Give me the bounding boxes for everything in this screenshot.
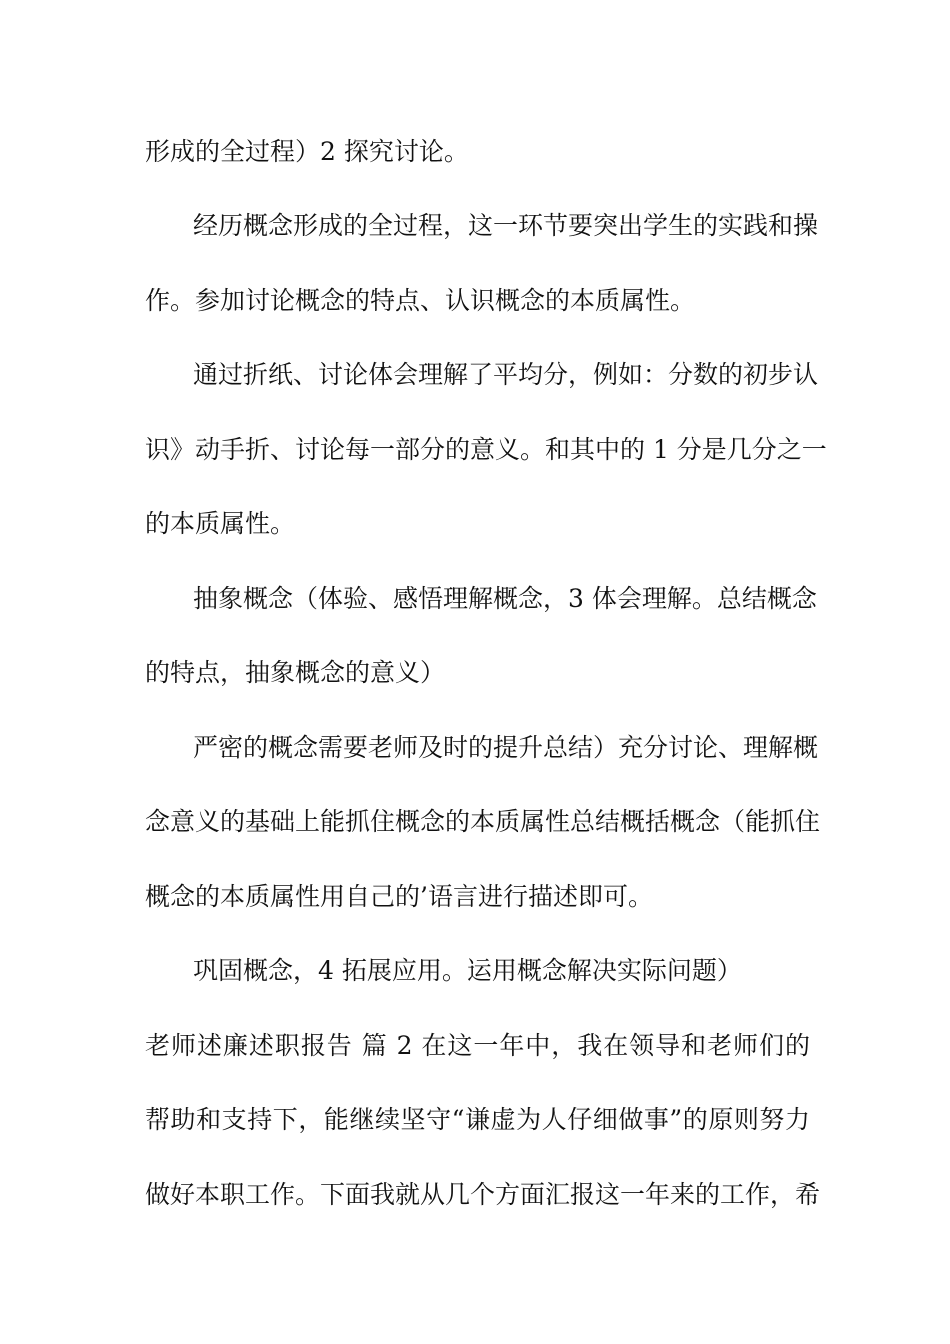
text-line-10: 念意义的基础上能抓住概念的本质属性总结概括概念（能抓住 bbox=[145, 807, 821, 836]
text-line-15: 做好本职工作。下面我就从几个方面汇报这一年来的工作，希 bbox=[145, 1180, 821, 1209]
text-line-4: 通过折纸、讨论体会理解了平均分，例如：分数的初步认 bbox=[193, 360, 819, 389]
text-line-2: 经历概念形成的全过程，这一环节要突出学生的实践和操 bbox=[193, 211, 819, 240]
text-line-11: 概念的本质属性用自己的’语言进行描述即可。 bbox=[145, 882, 653, 911]
text-line-5: 识》动手折、讨论每一部分的意义。和其中的 1 分是几分之一 bbox=[145, 435, 827, 464]
text-line-12: 巩固概念，4 拓展应用。运用概念解决实际问题） bbox=[193, 956, 742, 985]
text-line-1: 形成的全过程）2 探究讨论。 bbox=[145, 137, 469, 166]
text-line-7: 抽象概念（体验、感悟理解概念，3 体会理解。总结概念 bbox=[193, 584, 817, 613]
text-line-9: 严密的概念需要老师及时的提升总结）充分讨论、理解概 bbox=[193, 733, 819, 762]
text-line-8: 的特点，抽象概念的意义） bbox=[145, 658, 446, 687]
text-line-13: 老师述廉述职报告 篇 2 在这一年中，我在领导和老师们的 bbox=[145, 1031, 810, 1060]
text-line-3: 作。参加讨论概念的特点、认识概念的本质属性。 bbox=[145, 286, 696, 315]
text-line-14: 帮助和支持下，能继续坚守“谦虚为人仔细做事”的原则努力 bbox=[145, 1105, 810, 1134]
text-line-6: 的本质属性。 bbox=[145, 509, 296, 538]
